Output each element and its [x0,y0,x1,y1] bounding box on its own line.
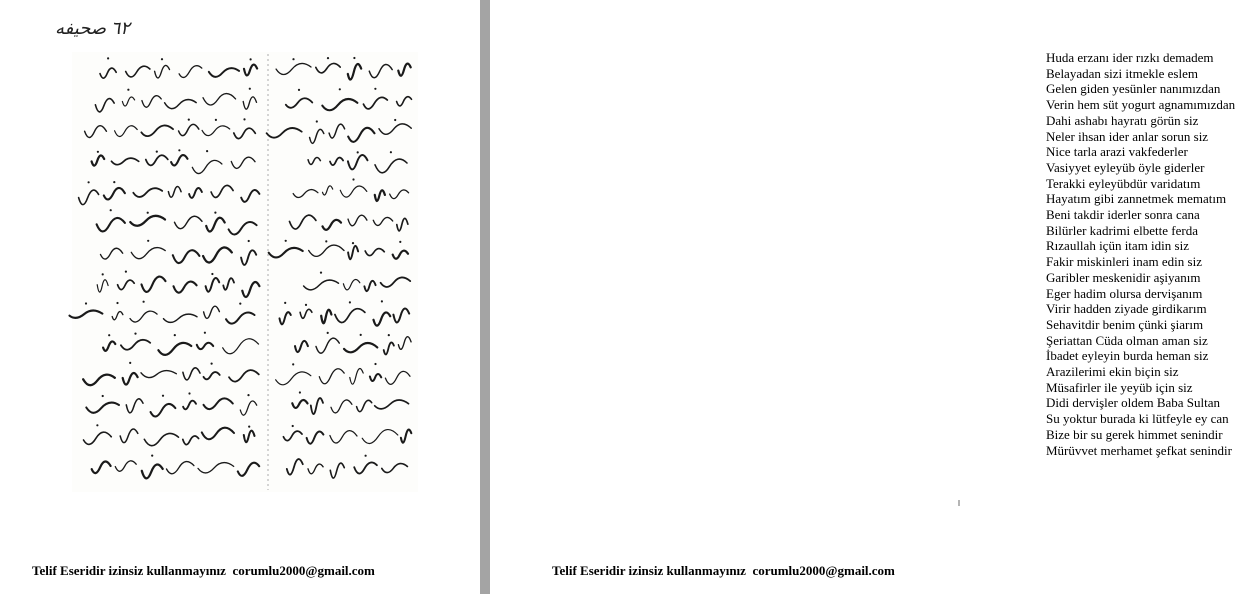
poem-line: Arazilerimi ekin biçin siz [1046,364,1179,380]
handwriting-dot [352,242,354,244]
handwriting-stroke [126,399,143,413]
handwriting-stroke [206,218,225,232]
handwriting-stroke [348,64,361,79]
poem-line: Terakki eyleyübdür varidatım [1046,175,1201,191]
handwriting-stroke [397,218,408,231]
handwriting-stroke [84,432,112,444]
handwriting-stroke [198,463,234,473]
handwriting-dot [96,424,98,426]
handwriting-dot [388,334,390,336]
handwriting-stroke [379,124,411,134]
handwriting-stroke [204,306,220,318]
handwriting-dot [97,151,99,153]
handwriting-stroke [330,158,343,166]
handwriting-dot [178,149,180,151]
handwriting-stroke [329,124,345,138]
handwriting-stroke [276,372,311,385]
handwriting-stroke [322,99,357,110]
handwriting-stroke [401,430,411,443]
handwriting-dot [325,240,327,242]
handwriting-dot [243,118,245,120]
handwriting-stroke [122,97,134,106]
handwriting-stroke [365,249,384,256]
handwriting-stroke [362,430,398,444]
handwriting-stroke [304,280,339,290]
handwriting-stroke [203,94,236,105]
poem-line: Gelen giden yesünler nanımızdan [1046,81,1221,97]
footer-title: Telif Eseridir izinsiz kullanmayınız [552,563,746,578]
handwriting-dot [147,212,149,214]
handwriting-stroke [316,63,340,72]
handwriting-stroke [283,431,302,440]
handwriting-stroke [183,368,200,380]
handwriting-dot [116,302,118,304]
handwriting-stroke [115,461,136,471]
poem-text [1046,50,1235,458]
handwriting-stroke [86,403,119,413]
poem-line: Su yoktur burada ki lütfeyle ey can [1046,411,1229,427]
handwriting-dot [113,181,115,183]
handwriting-stroke [101,248,123,259]
handwriting-stroke [189,188,202,198]
handwriting-stroke [243,97,256,109]
handwriting-stroke [165,100,197,109]
page-number: ٦٢ صحیفه [55,18,130,38]
handwriting-dot [352,178,354,180]
handwriting-stroke [183,401,196,410]
handwriting-stroke [142,464,163,478]
handwriting-stroke [168,187,181,198]
poem-line: Müsafirler ile yeyüb için siz [1046,379,1193,395]
handwriting-stroke [120,429,138,443]
handwriting-stroke [70,310,103,317]
handwriting-dot [360,334,362,336]
poem-line: Garibler meskenidir aşiyanım [1046,269,1201,285]
poem-line: Rızaullah içün itam idin siz [1046,238,1189,254]
handwriting-dot [162,395,164,397]
handwriting-stroke [123,373,138,385]
handwriting-stroke [97,280,108,292]
poem-line: Didi dervişler oldem Baba Sultan [1046,395,1221,411]
handwriting-stroke [126,66,150,77]
handwriting-dot [292,425,294,427]
poem-line: Beni takdir iderler sonra cana [1046,207,1200,223]
handwriting-stroke [310,129,324,143]
handwriting-stroke [375,190,385,201]
handwriting-stroke [307,432,324,444]
poem-line: Verin hem süt yogurt agnamımızdan [1046,97,1235,113]
handwriting-stroke [115,126,138,137]
handwriting-stroke [348,215,367,226]
handwriting-stroke [171,155,187,165]
handwriting-stroke [231,157,255,168]
handwriting-stroke [223,339,259,354]
handwriting-stroke [158,343,191,355]
handwriting-stroke [316,338,339,353]
poem-line: Eger hadim olursa dervişanım [1046,285,1203,301]
handwriting-dot [151,455,153,457]
handwriting-stroke [83,375,115,386]
handwriting-dot [161,58,163,60]
handwriting-stroke [202,126,230,136]
handwriting-stroke [130,216,165,226]
handwriting-stroke [174,282,197,293]
handwriting-stroke [293,190,318,198]
handwriting-stroke [229,370,259,381]
handwriting-dot [88,181,90,183]
handwriting-dot [381,300,383,302]
handwriting-dot [248,240,250,242]
handwriting-dot [374,88,376,90]
handwriting-stroke [321,310,331,324]
poem-line: Bilürler kadrimi elbette ferda [1046,222,1198,238]
poem-line: Hayatım gibi zannetmek mematım [1046,191,1227,207]
handwriting-stroke [151,404,176,417]
handwriting-stroke [223,278,234,290]
handwriting-dot [305,304,307,306]
handwriting-stroke [92,462,111,474]
page-gutter [480,0,490,594]
handwriting-stroke [118,280,135,289]
poem-line: Neler ihsan ider anlar sorun siz [1046,128,1209,144]
poem-line: Nice tarla arazi vakfederler [1046,144,1188,160]
handwriting-stroke [97,218,125,232]
poem-line: Dahi ashabı hayratı görün siz [1046,112,1199,128]
handwriting-dot [102,395,104,397]
handwriting-stroke [142,96,161,108]
handwriting-stroke [229,222,257,235]
handwriting-stroke [290,215,316,229]
handwriting-dot [292,363,294,365]
poem-line: Vasiyyet eyleyüb öyle giderler [1046,159,1205,175]
handwriting-stroke [92,155,105,165]
handwriting-stroke [130,311,157,322]
handwriting-stroke [203,247,232,262]
handwriting-stroke [104,188,125,199]
handwriting-stroke [343,279,359,289]
handwriting-stroke [183,436,199,445]
handwriting-stroke [173,250,200,263]
handwriting-stroke [323,220,342,230]
handwriting-dot [292,58,294,60]
handwriting-stroke [295,341,308,352]
handwriting-dot [188,119,190,121]
handwriting-dot [249,88,251,90]
handwriting-dot [110,209,112,211]
handwriting-stroke [241,250,256,265]
handwriting-stroke [112,158,139,165]
handwriting-stroke [364,281,375,291]
handwriting-stroke [267,128,302,138]
poem-line: Fakir miskinleri inam edin siz [1046,254,1202,270]
handwriting-dot [102,273,104,275]
handwriting-stroke [308,464,323,474]
handwriting-stroke [384,342,394,354]
handwriting-stroke [202,428,234,440]
handwriting-stroke [398,64,410,76]
handwriting-stroke [348,128,374,142]
handwriting-dot [327,332,329,334]
footer-title: Telif Eseridir izinsiz kullanmayınız [32,563,226,578]
handwriting-stroke [348,155,368,169]
handwriting-stroke [350,369,363,385]
handwriting-stroke [276,63,311,74]
handwriting-stroke [398,337,411,350]
handwriting-stroke [241,190,259,202]
handwriting-stroke [363,97,387,109]
poem-line: Virir hadden ziyade girdikarım [1046,301,1207,317]
handwriting-stroke [269,248,303,258]
footer-left [32,563,375,579]
handwriting-dot [107,57,109,59]
handwriting-stroke [131,248,165,259]
footer-right [552,563,895,579]
handwriting-stroke [133,188,162,197]
handwriting-stroke [226,312,255,323]
handwriting-dot [206,150,208,152]
handwriting-stroke [209,68,239,77]
handwriting-stroke [234,128,256,138]
handwriting-stroke [311,398,323,414]
handwriting-stroke [164,314,198,322]
handwriting-stroke [146,155,168,165]
handwriting-dot [215,119,217,121]
handwriting-stroke [141,371,176,378]
handwriting-stroke [286,98,313,108]
handwriting-stroke [142,277,166,292]
poem-line: Şeriattan Cüda olman aman siz [1046,332,1208,348]
handwriting-stroke [175,216,203,228]
scroll-marker [958,500,960,506]
handwriting-stroke [393,251,408,259]
manuscript-image [72,52,418,492]
handwriting-dot [357,151,359,153]
handwriting-dot [390,151,392,153]
handwriting-stroke [242,282,259,297]
handwriting-dot [284,302,286,304]
handwriting-stroke [369,65,392,78]
handwriting-dot [174,334,176,336]
handwriting-stroke [167,462,194,474]
handwriting-dot [156,151,158,153]
handwriting-stroke [331,400,352,413]
manuscript-handwriting [72,52,418,492]
handwriting-stroke [179,124,199,135]
handwriting-stroke [335,309,365,323]
handwriting-stroke [280,312,291,324]
handwriting-dot [108,334,110,336]
handwriting-stroke [348,246,358,259]
footer-email: corumlu2000@gmail.com [752,563,895,578]
handwriting-stroke [141,125,173,136]
handwriting-stroke [103,341,115,350]
handwriting-stroke [308,157,320,164]
handwriting-dot [134,333,136,335]
handwriting-stroke [206,278,220,292]
handwriting-stroke [390,190,409,199]
handwriting-stroke [357,400,372,411]
handwriting-stroke [287,459,303,475]
handwriting-dot [349,301,351,303]
handwriting-dot [211,363,213,365]
handwriting-stroke [179,66,202,78]
handwriting-dot [143,301,145,303]
handwriting-stroke [244,65,257,76]
handwriting-stroke [370,374,381,381]
handwriting-stroke [397,97,412,106]
handwriting-dot [147,240,149,242]
handwriting-stroke [375,400,409,409]
handwriting-dot [299,391,301,393]
handwriting-dot [125,271,127,273]
handwriting-stroke [330,463,344,478]
poem-line: Sehavitdir benim çünki şiarım [1046,316,1204,332]
handwriting-stroke [309,245,344,256]
handwriting-stroke [374,312,391,325]
handwriting-stroke [95,99,114,112]
handwriting-stroke [330,431,357,443]
handwriting-stroke [340,186,367,197]
handwriting-dot [85,302,87,304]
handwriting-stroke [244,431,255,443]
handwriting-dot [374,363,376,365]
handwriting-stroke [79,190,99,205]
handwriting-stroke [192,160,222,173]
poem-line: İbadet eyleyin burda heman siz [1046,348,1209,364]
handwriting-stroke [144,433,178,445]
handwriting-stroke [323,186,333,195]
handwriting-dot [127,89,129,91]
poem-line: Huda erzanı ider rızkı demadem [1046,50,1214,65]
poem-line: Bize bir su gerek himmet senindir [1046,426,1223,442]
handwriting-dot [214,212,216,214]
handwriting-dot [394,119,396,121]
handwriting-dot [327,57,329,59]
handwriting-stroke [381,277,411,287]
handwriting-dot [247,394,249,396]
handwriting-stroke [300,309,312,318]
handwriting-stroke [373,217,392,225]
handwriting-stroke [121,340,150,350]
handwriting-dot [316,120,318,122]
handwriting-stroke [238,463,259,476]
handwriting-dot [204,332,206,334]
handwriting-stroke [393,308,409,322]
handwriting-stroke [382,464,408,473]
handwriting-dot [320,272,322,274]
handwriting-stroke [319,369,344,384]
handwriting-stroke [85,126,107,138]
handwriting-stroke [344,343,377,352]
footer-email: corumlu2000@gmail.com [232,563,375,578]
handwriting-stroke [197,343,213,349]
handwriting-dot [399,241,401,243]
handwriting-dot [248,426,250,428]
poem-line: Mürüvvet merhamet şefkat senindir [1046,442,1232,458]
handwriting-dot [353,57,355,59]
handwriting-stroke [211,185,233,197]
handwriting-stroke [240,401,256,415]
handwriting-dot [188,392,190,394]
handwriting-stroke [155,65,170,78]
handwriting-dot [211,273,213,275]
handwriting-dot [239,303,241,305]
handwriting-dot [365,455,367,457]
handwriting-stroke [100,68,116,78]
poem-line: Belayadan sizi itmekle eslem [1046,65,1198,81]
handwriting-dot [285,240,287,242]
handwriting-dot [298,89,300,91]
right-page [490,0,1235,594]
handwriting-stroke [204,372,220,379]
handwriting-stroke [204,398,233,409]
handwriting-stroke [292,400,307,408]
handwriting-stroke [375,159,407,173]
handwriting-dot [129,362,131,364]
handwriting-stroke [385,371,410,384]
handwriting-dot [250,58,252,60]
handwriting-dot [339,88,341,90]
handwriting-stroke [112,312,123,320]
handwriting-stroke [354,462,377,473]
left-page [0,0,480,594]
